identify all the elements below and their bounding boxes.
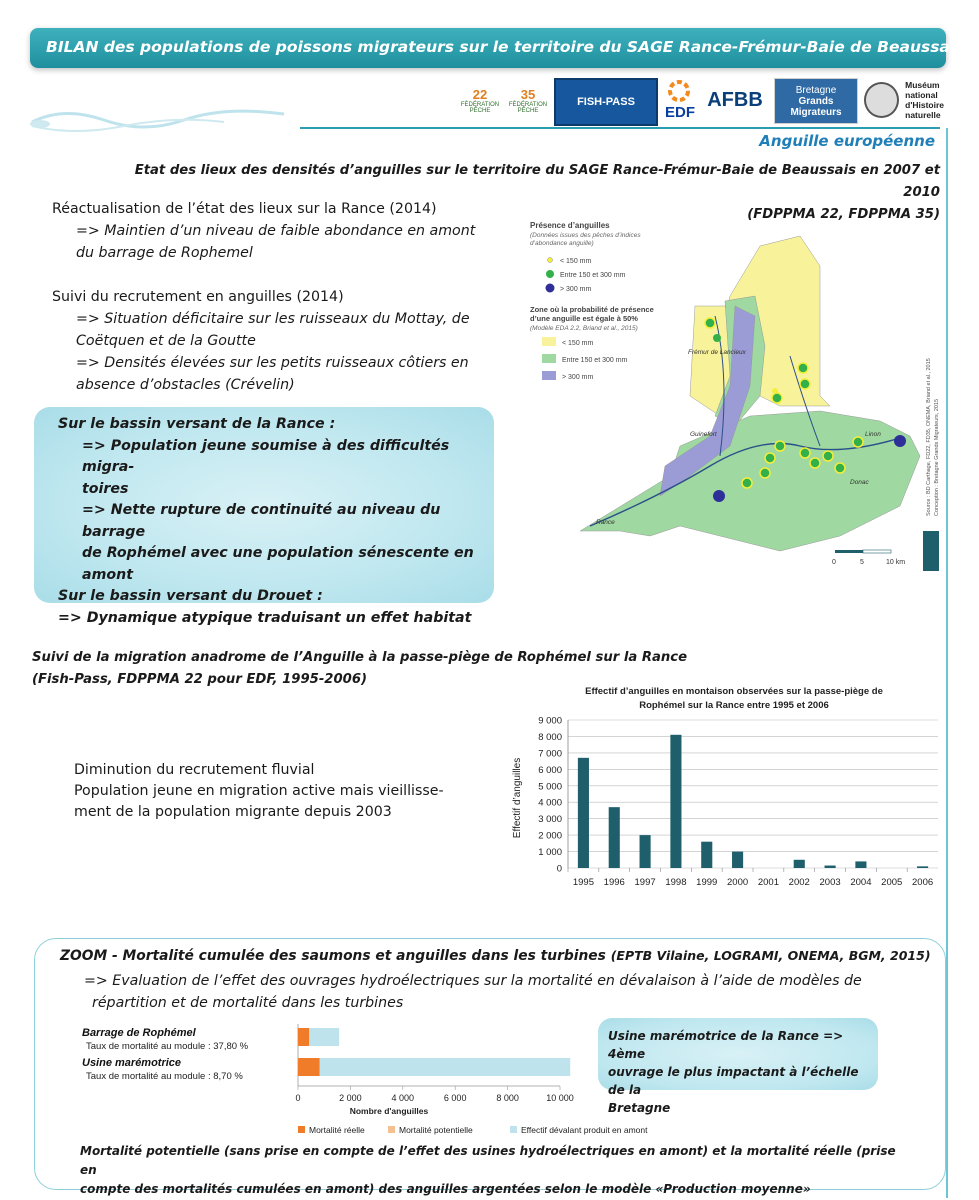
- x-tick-label: 4 000: [391, 1093, 415, 1103]
- svg-text:< 150 mm: < 150 mm: [562, 340, 594, 347]
- y-tick-label: 4 000: [538, 797, 562, 809]
- x-tick-label: 1998: [665, 877, 687, 888]
- species-title: Anguille européenne: [759, 132, 935, 150]
- rance-basin-callout-text: Sur le bassin versant de la Rance : => Population jeune soumise à des difficultés migra- toires => Nette rupture de continuité au niveau du barrage de Rophémel avec une population sénescente en amont Sur le bassin versant du Drouet : => Dynamique atypique traduisant un effet habitat: [58, 416, 474, 626]
- y-tick-label: 7 000: [538, 748, 562, 760]
- x-tick-label: 2004: [850, 877, 872, 888]
- bar-2004: [855, 861, 866, 868]
- zoom-text: => Evaluation de l’effet des ouvrages hydroélectriques sur la mortalité en dévalaison à l’aide de modèles de répartition et de mortalité dans les turbines: [84, 973, 862, 1011]
- legend-label: Mortalité réelle: [309, 1125, 365, 1135]
- bar-1999: [701, 842, 712, 868]
- edf-logo: [660, 78, 698, 122]
- bar-1998: [670, 735, 681, 868]
- y-tick-label: 5 000: [538, 781, 562, 793]
- bar-segment: [309, 1028, 339, 1046]
- bar-2002: [794, 860, 805, 868]
- x-tick-label: 2006: [912, 877, 934, 888]
- eel-density-map: [520, 206, 946, 582]
- section2-text: Diminution du recrutement fluvial Population jeune en migration active mais vieillisse- ment de la population migrante depuis 2003: [74, 762, 444, 820]
- legend-swatch: [388, 1126, 395, 1133]
- x-tick-label: 2001: [757, 877, 779, 888]
- svg-text:10 km: 10 km: [886, 559, 906, 566]
- x-tick-label: 1996: [603, 877, 625, 888]
- svg-text:Linon: Linon: [865, 431, 881, 438]
- section2-title: Suivi de la migration anadrome de l’Anguille à la passe-piège de Rophémel sur la Rance (Fish-Pass, FDPPMA 22 pour EDF, 1995-2006): [32, 650, 688, 687]
- svg-text:Conception : Bretagne Grands M: Conception : Bretagne Grands Migrateurs, 2015: [934, 398, 940, 516]
- fishpass-logo: FISH-PASS: [554, 78, 658, 126]
- category-note: Taux de mortalité au module : 37,80 %: [86, 1041, 249, 1052]
- bar-segment: [320, 1058, 570, 1076]
- y-tick-label: 1 000: [538, 847, 562, 859]
- zoom-title: ZOOM - Mortalité cumulée des saumons et anguilles dans les turbines (EPTB Vilaine, LOGRAMI, ONEMA, BGM, 2015): [60, 948, 931, 964]
- y-tick-label: 8 000: [538, 731, 562, 743]
- category-note: Taux de mortalité au module : 8,70 %: [86, 1071, 243, 1082]
- svg-text:Entre 150 et 300 mm: Entre 150 et 300 mm: [560, 272, 626, 279]
- svg-text:d’abondance anguille): d’abondance anguille): [530, 240, 594, 247]
- x-tick-label: 1997: [634, 877, 656, 888]
- svg-text:Frémur de Lancieux: Frémur de Lancieux: [688, 349, 746, 356]
- svg-text:(Données issues des pêches d’i: (Données issues des pêches d’indices: [530, 232, 641, 239]
- svg-text:d’une anguille est égale à 50%: d’une anguille est égale à 50%: [530, 314, 638, 323]
- x-tick-label: 8 000: [496, 1093, 519, 1103]
- svg-text:Guinefort: Guinefort: [690, 431, 717, 438]
- legend-swatch: [510, 1126, 517, 1133]
- legend-label: Mortalité potentielle: [399, 1125, 473, 1135]
- x-tick-label: 2000: [727, 877, 749, 888]
- svg-text:5: 5: [860, 559, 864, 566]
- legend-label: Effectif dévalant produit en amont: [521, 1125, 648, 1135]
- mortality-bar-chart: [80, 1020, 648, 1145]
- bar-1995: [578, 758, 589, 868]
- bar-2006: [917, 866, 928, 868]
- zoom-footnote: Mortalité potentielle (sans prise en compte de l’effet des usines hydroélectriques en amont) et la mortalité réelle (prise en compte des mortalités cumulées en amont) des anguilles argentées selon le modèle «Production moyenne»: [80, 1144, 896, 1196]
- usine-callout-text: Usine marémotrice de la Rance => 4ème ouvrage le plus impactant à l’échelle de la Bretagne: [608, 1029, 859, 1115]
- afbb-logo: AFBB: [707, 88, 763, 111]
- bar-2003: [825, 866, 836, 868]
- y-tick-label: 2 000: [538, 830, 562, 842]
- x-tick-label: 2003: [819, 877, 841, 888]
- svg-text:Source : BD Carthage, FD22, FD: Source : BD Carthage, FD22, FD35, ONEMA, Briand et al., 2015: [926, 358, 932, 516]
- x-tick-label: 1995: [572, 877, 594, 888]
- montaison-bar-chart: [506, 680, 946, 895]
- y-tick-label: 6 000: [538, 764, 562, 776]
- fede35-logo: 35 FÉDÉRATION PÊCHE: [508, 86, 548, 114]
- svg-text:> 300 mm: > 300 mm: [560, 286, 592, 293]
- section1-title: Etat des lieux des densités d’anguilles sur le territoire du SAGE Rance-Frémur-Baie de Beaussais en 2007 et 2010 (FDPPMA 22, FDPPMA 35): [134, 163, 940, 222]
- header-divider: [300, 127, 940, 129]
- x-tick-label: 10 000: [546, 1093, 574, 1103]
- rance-update-block: Réactualisation de l’état des lieux sur la Rance (2014) => Maintien d’un niveau de faible abondance en amont du barrage de Rophemel: [52, 201, 476, 261]
- x-axis-label: Nombre d'anguilles: [349, 1106, 429, 1116]
- bar-1996: [609, 807, 620, 868]
- svg-text:EDF: EDF: [665, 104, 695, 121]
- svg-text:> 300 mm: > 300 mm: [562, 374, 594, 381]
- svg-text:Zone où la probabilité de prés: Zone où la probabilité de présence: [530, 305, 654, 314]
- map-source-logo: [923, 531, 939, 571]
- svg-text:Rance: Rance: [596, 519, 615, 526]
- x-tick-label: 2005: [881, 877, 903, 888]
- bar-2000: [732, 852, 743, 868]
- x-tick-label: 0: [295, 1093, 301, 1103]
- x-tick-label: 6 000: [443, 1093, 467, 1103]
- category-label: Barrage de Rophémel: [82, 1027, 196, 1039]
- bar-segment: [298, 1028, 309, 1046]
- x-tick-label: 2002: [788, 877, 810, 888]
- map-scale-bar: [832, 550, 905, 566]
- eel-illustration: [24, 96, 294, 138]
- fede22-logo: 22 FÉDÉRATION PÊCHE: [460, 86, 500, 114]
- bar-1997: [640, 835, 651, 868]
- svg-text:0: 0: [832, 559, 836, 566]
- chart-title-line1: Effectif d’anguilles en montaison observées sur la passe-piège de: [585, 686, 883, 697]
- svg-text:Entre 150 et 300 mm: Entre 150 et 300 mm: [562, 357, 628, 364]
- category-label: Usine marémotrice: [82, 1057, 182, 1069]
- svg-text:Présence d’anguilles: Présence d’anguilles: [530, 221, 610, 230]
- mnhn-logo: Muséum national d'Histoire naturelle: [864, 78, 944, 122]
- bgm-logo: Bretagne Grands Migrateurs: [774, 78, 858, 124]
- y-tick-label: 3 000: [538, 814, 562, 826]
- x-tick-label: 1999: [696, 877, 718, 888]
- bar-segment: [298, 1058, 320, 1076]
- map-legend: [530, 221, 654, 381]
- y-tick-label: 0: [556, 863, 562, 875]
- svg-text:(Modèle EDA 2.2, Briand et al.: (Modèle EDA 2.2, Briand et al., 2015): [530, 325, 638, 332]
- y-tick-label: 9 000: [538, 715, 562, 727]
- chart-ylabel: Effectif d’anguilles: [512, 757, 523, 839]
- svg-text:< 150 mm: < 150 mm: [560, 258, 592, 265]
- side-divider: [946, 128, 948, 1198]
- legend-swatch: [298, 1126, 305, 1133]
- svg-text:Donac: Donac: [850, 479, 869, 486]
- x-tick-label: 2 000: [339, 1093, 362, 1103]
- chart-title-line2: Rophémel sur la Rance entre 1995 et 2006: [639, 700, 829, 711]
- page-title: BILAN des populations de poissons migrateurs sur le territoire du SAGE Rance-Frémur-Baie de Beaussais: [46, 38, 965, 56]
- recruitment-block: Suivi du recrutement en anguilles (2014) => Situation déficitaire sur les ruisseaux du Mottay, de Coëtquen et de la Goutte => Densités élevées sur les petits ruisseaux côtiers en absence d’obstacles (Crévelin): [52, 289, 470, 393]
